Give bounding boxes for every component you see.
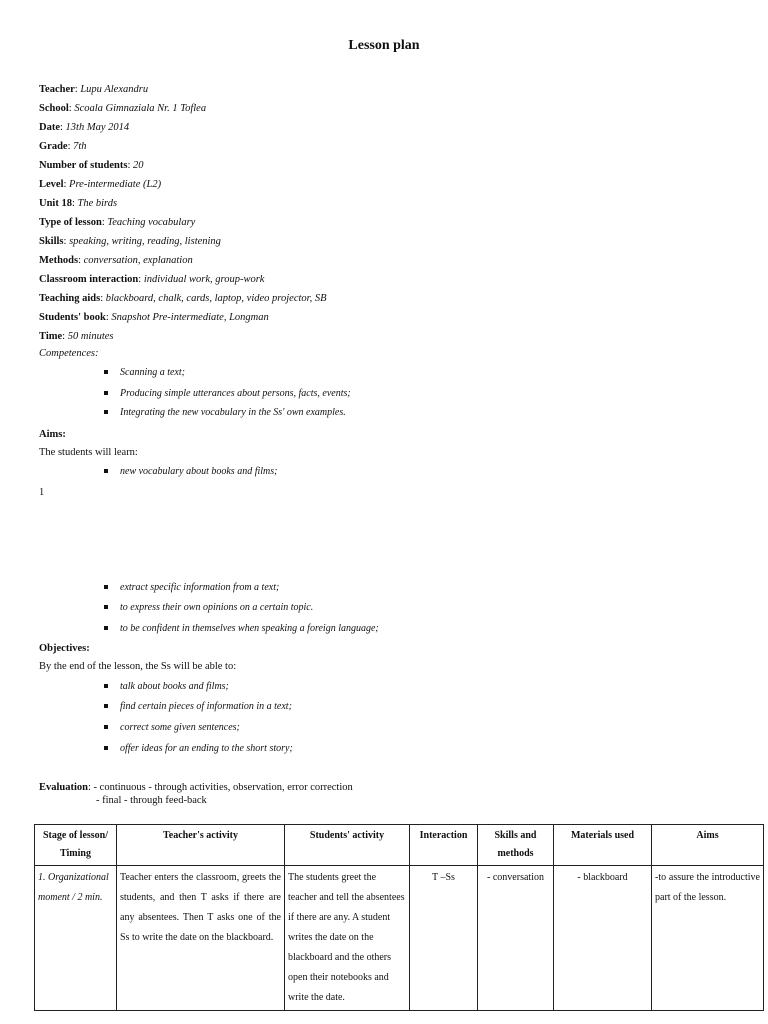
field-date: Date: 13th May 2014 <box>39 122 130 133</box>
list-item-text: find certain pieces of information in a text; <box>120 701 292 712</box>
field-methods: Methods: conversation, explanation <box>39 255 193 266</box>
list-item-text: talk about books and films; <box>120 681 229 692</box>
header-students-activity: Students' activity <box>285 825 410 866</box>
field-unit-18: Unit 18: The birds <box>39 198 118 209</box>
field-value: Snapshot Pre-intermediate, Longman <box>111 312 269 323</box>
field-value: Teaching vocabulary <box>107 217 196 228</box>
header-interaction: Interaction <box>410 825 478 866</box>
field-label: Time <box>39 331 63 342</box>
field-grade: Grade: 7th <box>39 141 87 152</box>
list-item-text: to be confident in themselves when speaking a foreign language; <box>120 623 379 634</box>
lesson-table <box>34 824 764 1011</box>
header-aims: Aims <box>652 825 764 866</box>
list-item <box>104 742 293 756</box>
bullet-icon <box>104 746 108 750</box>
list-item-text: Scanning a text; <box>120 367 185 378</box>
list-item-text: offer ideas for an ending to the short story; <box>120 743 293 754</box>
aims-intro: The students will learn: <box>39 447 138 458</box>
field-label: Methods <box>39 255 79 266</box>
list-item-text: new vocabulary about books and films; <box>120 466 278 477</box>
bullet-icon <box>104 585 108 589</box>
list-item <box>104 465 277 479</box>
bullet-icon <box>104 391 108 395</box>
objectives-intro: By the end of the lesson, the Ss will be able to: <box>39 661 237 672</box>
field-value: 50 minutes <box>67 331 114 342</box>
list-item-text: to express their own opinions on a certain topic. <box>120 602 314 613</box>
list-item <box>104 581 279 595</box>
bullet-icon <box>104 725 108 729</box>
field-label: Teacher <box>39 84 75 95</box>
field-value: 13th May 2014 <box>65 122 130 133</box>
field-school: School: Scoala Gimnaziala Nr. 1 Toflea <box>39 103 207 114</box>
cell-interaction: T –Ss <box>410 866 478 1011</box>
field-label: Teaching aids <box>39 293 101 304</box>
field-label: Classroom interaction <box>39 274 139 285</box>
bullet-icon <box>104 684 108 688</box>
bullet-icon <box>104 605 108 609</box>
field-value: The birds <box>77 198 118 209</box>
field-number-of-students: Number of students: 20 <box>39 160 144 171</box>
cell-students-activity: The students greet the teacher and tell the absentees if there are any. A student writes the date on the blackboard and the others open their notebooks and write the date. <box>285 866 410 1011</box>
field-value: speaking, writing, reading, listening <box>69 236 221 247</box>
header-materials: Materials used <box>554 825 652 866</box>
field-value: blackboard, chalk, cards, laptop, video projector, SB <box>105 293 327 304</box>
field-label: School <box>39 103 69 114</box>
field-skills: Skills: speaking, writing, reading, listening <box>39 236 221 247</box>
field-value: Pre-intermediate (L2) <box>69 179 162 190</box>
field-value: 20 <box>133 160 144 171</box>
table-row <box>35 866 764 1011</box>
table-header-row <box>35 825 764 866</box>
objectives-heading: Objectives: <box>39 643 90 654</box>
cell-stage: 1. Organizational moment / 2 min. <box>35 866 117 1011</box>
list-item <box>104 680 229 694</box>
field-label: Skills <box>39 236 64 247</box>
field-value: individual work, group-work <box>143 274 265 285</box>
page-number: 1 <box>39 487 45 498</box>
evaluation-line-2: - final - through feed-back <box>96 795 207 806</box>
field-label: Unit 18 <box>39 198 72 209</box>
evaluation-line-1: Evaluation: - continuous - through activities, observation, error correction <box>39 782 353 793</box>
bullet-icon <box>104 370 108 374</box>
header-teacher-activity: Teacher's activity <box>117 825 285 866</box>
field-students-book: Students' book: Snapshot Pre-intermediate, Longman <box>39 312 269 323</box>
field-label: Level <box>39 179 64 190</box>
list-item <box>104 406 346 420</box>
field-value: 7th <box>73 141 87 152</box>
list-item-text: extract specific information from a text; <box>120 582 280 593</box>
list-item <box>104 387 351 401</box>
bullet-icon <box>104 704 108 708</box>
field-label: Students' book <box>39 312 106 323</box>
field-label: Date <box>39 122 60 133</box>
cell-aims: -to assure the introductive part of the lesson. <box>652 866 764 1011</box>
bullet-icon <box>104 410 108 414</box>
field-level: Level: Pre-intermediate (L2) <box>39 179 162 190</box>
list-item <box>104 721 240 735</box>
list-item-text: Producing simple utterances about persons, facts, events; <box>120 388 351 399</box>
bullet-icon <box>104 469 108 473</box>
field-label: Number of students <box>39 160 128 171</box>
header-stage: Stage of lesson/ Timing <box>35 825 117 866</box>
bullet-icon <box>104 626 108 630</box>
list-item-text: correct some given sentences; <box>120 722 240 733</box>
competences-heading: Competences: <box>39 348 99 359</box>
list-item <box>104 366 185 380</box>
field-type-of-lesson: Type of lesson: Teaching vocabulary <box>39 217 196 228</box>
field-value: Scoala Gimnaziala Nr. 1 Toflea <box>74 103 207 114</box>
list-item <box>104 601 313 615</box>
field-value: conversation, explanation <box>83 255 193 266</box>
field-teacher: Teacher: Lupu Alexandru <box>39 84 149 95</box>
field-label: Type of lesson <box>39 217 102 228</box>
field-classroom-interaction: Classroom interaction: individual work, group-work <box>39 274 265 285</box>
cell-teacher-activity: Teacher enters the classroom, greets the students, and then T asks if there are any absentees. Then T asks one of the Ss to write the date on the blackboard. <box>117 866 285 1011</box>
cell-skills-methods: - conversation <box>478 866 554 1011</box>
field-label: Grade <box>39 141 68 152</box>
cell-materials: - blackboard <box>554 866 652 1011</box>
field-time: Time: 50 minutes <box>39 331 114 342</box>
header-skills-methods: Skills and methods <box>478 825 554 866</box>
field-teaching-aids: Teaching aids: blackboard, chalk, cards, laptop, video projector, SB <box>39 293 327 304</box>
list-item <box>104 700 292 714</box>
page-title: Lesson plan <box>348 38 420 53</box>
list-item-text: Integrating the new vocabulary in the Ss' own examples. <box>120 407 346 418</box>
list-item <box>104 622 379 636</box>
aims-heading: Aims: <box>39 429 66 440</box>
field-value: Lupu Alexandru <box>80 84 149 95</box>
